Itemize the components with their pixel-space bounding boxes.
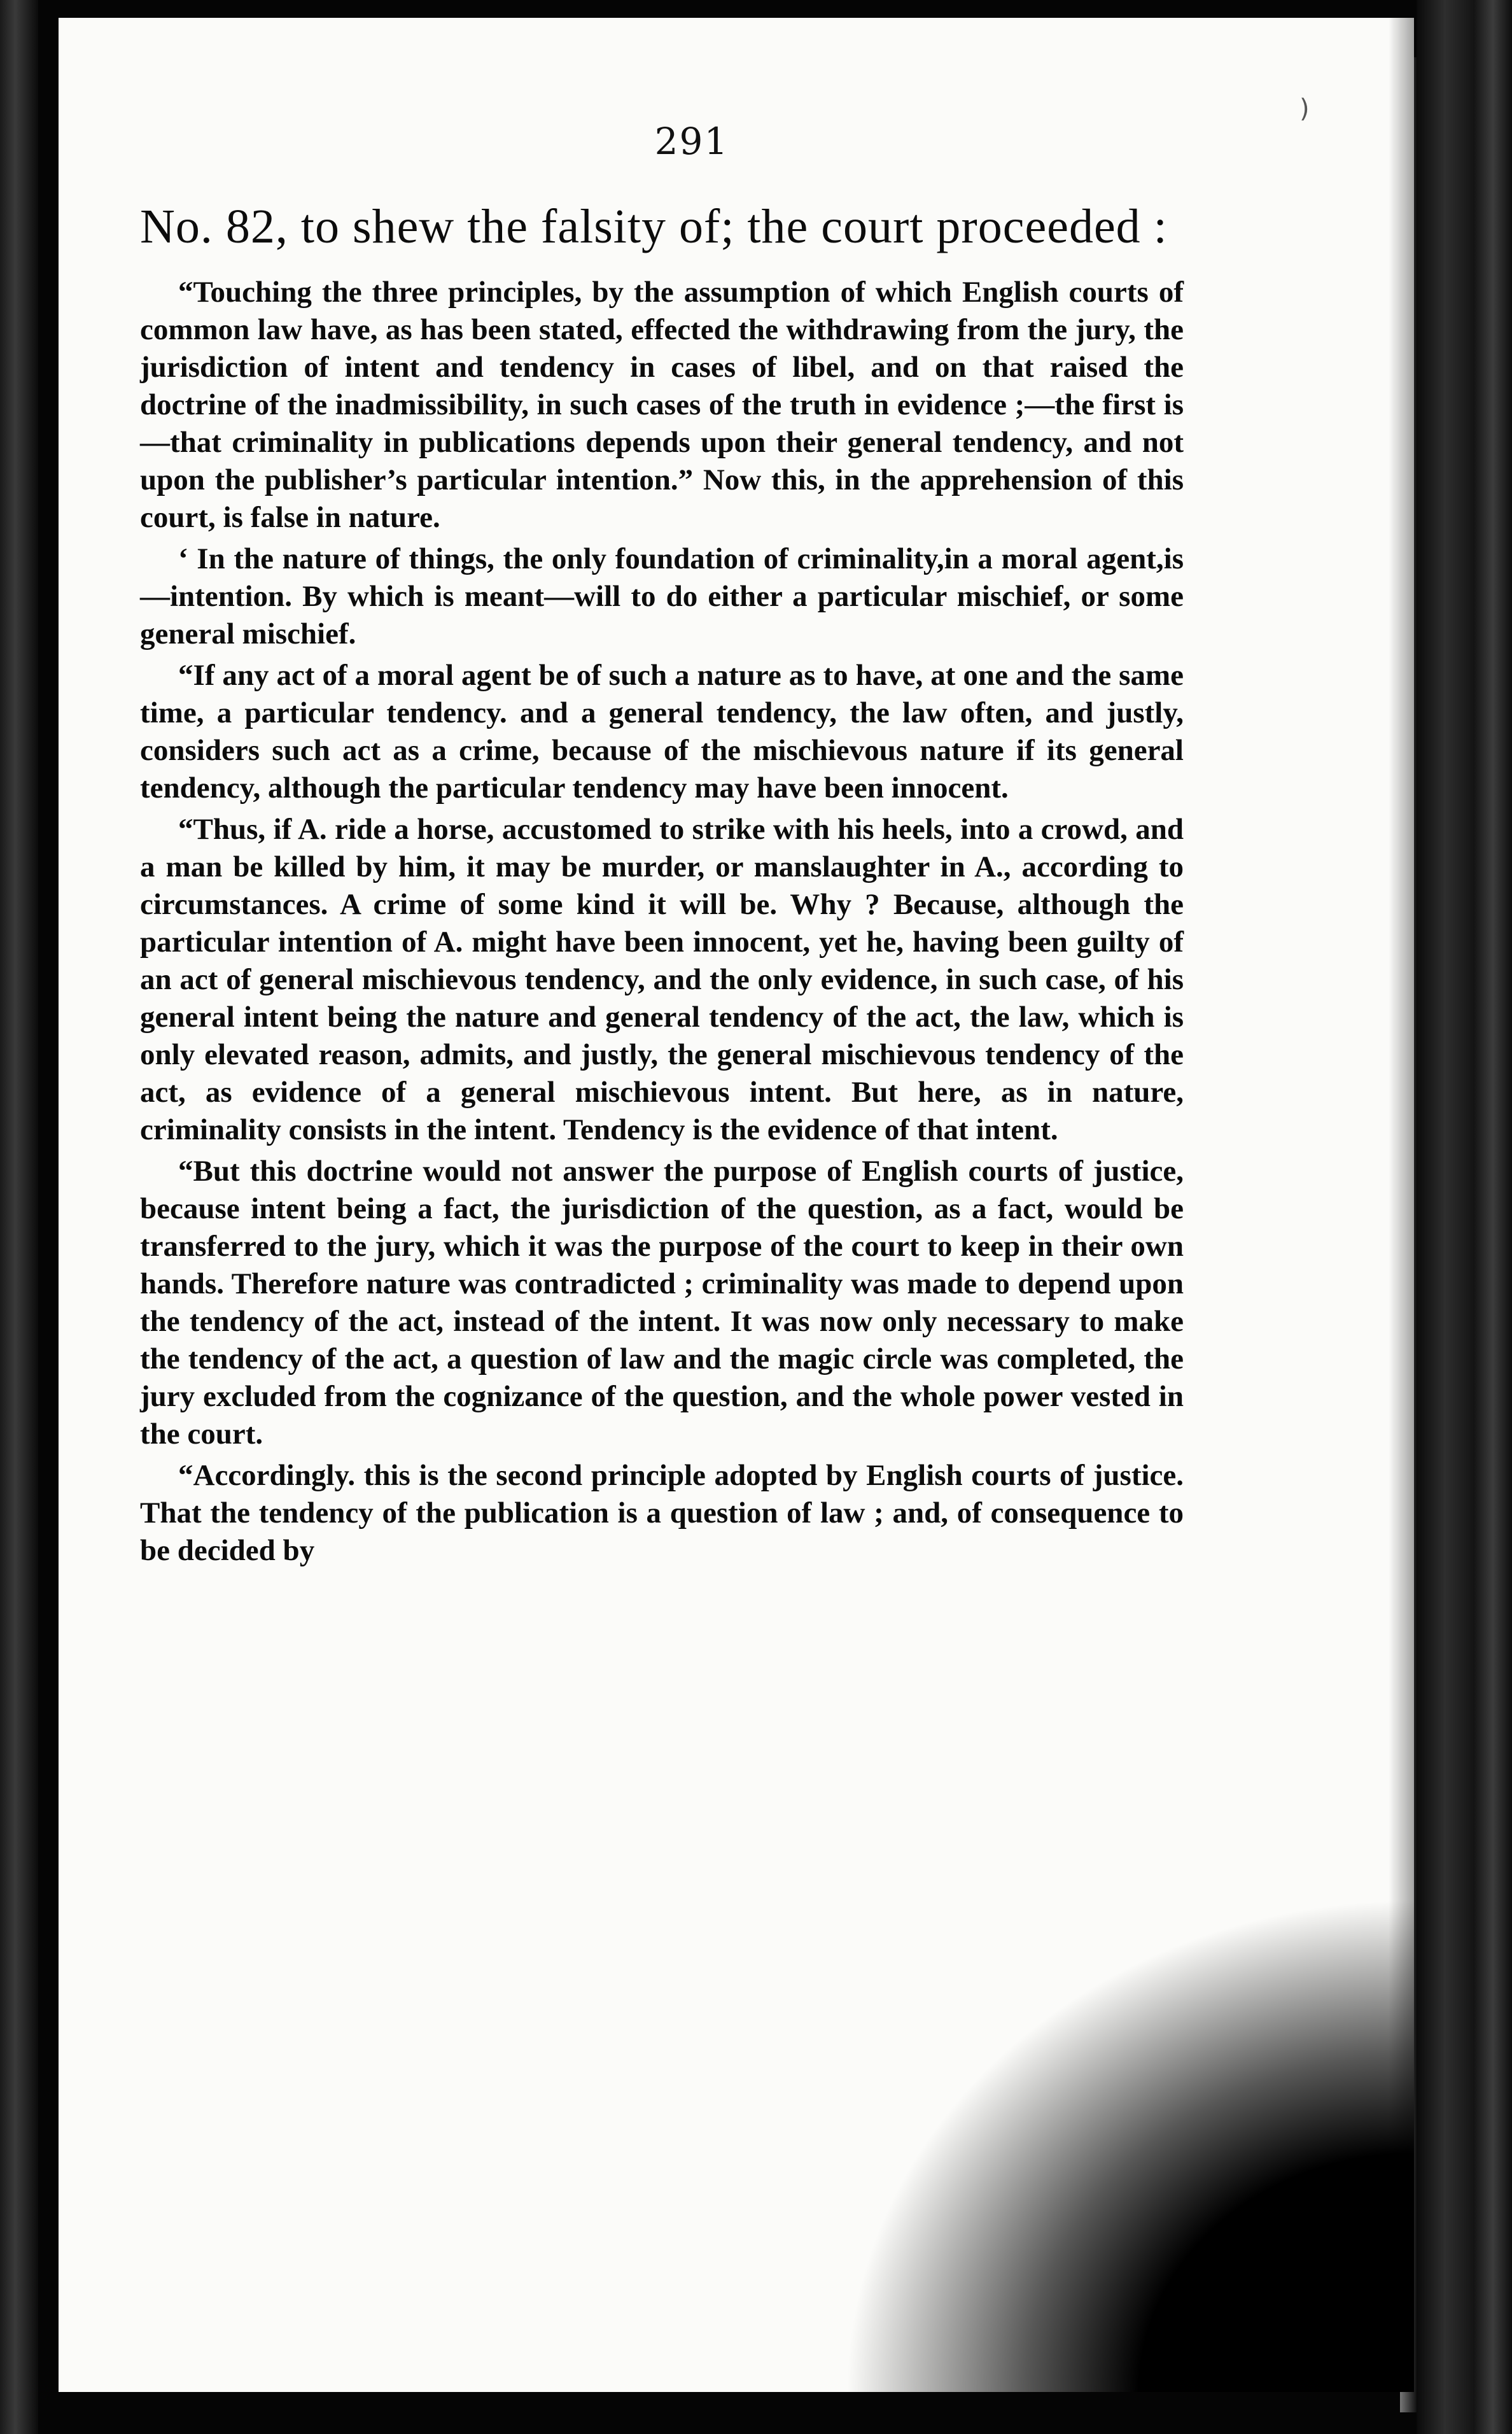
paragraph-3: “If any act of a moral agent be of such a nature as to have, at one and the same time, a particular tendency. and a general tendency, the law often, and justly, considers such act as a crime, because of the mischievous nature if its general tendency, although the particular tendency may have been innocent. bbox=[140, 659, 1184, 805]
page-number: 291 bbox=[654, 120, 729, 163]
scan-right-edge bbox=[1417, 0, 1512, 2434]
page-corner-shadow bbox=[841, 1896, 1414, 2392]
paragraph-5: “But this doctrine would not answer the purpose of English courts of justice, because intent being a fact, the jurisdiction of the question, as a fact, would be transferred to the jury, which it was the purpose of the court to keep in their own hands. Therefore nature was contradicted ; criminality was made to depend upon the tendency of the act, instead of the intent. It was now only necessary to make the tendency of the act, a question of law and the magic circle was completed, the jury excluded from the cognizance of the question, and the whole power vested in the court. bbox=[140, 1155, 1184, 1451]
page-body bbox=[140, 202, 1184, 1573]
paragraph-1: “Touching the three principles, by the assumption of which English courts of common law have, as has been stated, effected the withdrawing from the jury, the jurisdiction of intent and tendency in cases of libel, and on that raised the doctrine of the inadmissibility, in such cases of the truth in evidence ;—the first is—that criminality in publications depends upon their general tendency, and not upon the publisher’s particular intention.” Now this, in the apprehension of this court, is false in nature. bbox=[140, 276, 1184, 534]
lead-line: No. 82, to shew the falsity of; the court proceeded : bbox=[140, 200, 1168, 253]
paragraph-2: ‘ In the nature of things, the only foundation of criminality,in a moral agent,is—intention. By which is meant—will to do either a particular mischief, or some general mischief. bbox=[140, 542, 1184, 651]
book-page bbox=[59, 18, 1414, 2392]
paragraph-4: “Thus, if A. ride a horse, accustomed to strike with his heels, into a crowd, and a man be killed by him, it may be murder, or manslaughter in A., according to circumstances. A crime of some kind it will be. Why ? Because, although the particular intention of A. might have been innocent, yet he, having been guilty of an act of general mischievous tendency, and the only evidence, in such case, of his general intent being the nature and general tendency of the act, the law, which is only elevated reason, admits, and justly, the general mischievous tendency of the act, as evidence of a general mischievous intent. But here, as in nature, criminality consists in the intent. Tendency is the evidence of that intent. bbox=[140, 813, 1184, 1146]
paragraph-6: “Accordingly. this is the second principle adopted by English courts of justice. That the tendency of the publication is a question of law ; and, of consequence to be decided by bbox=[140, 1459, 1184, 1567]
stray-mark: ) bbox=[1299, 94, 1310, 123]
scan-left-edge bbox=[0, 0, 38, 2434]
